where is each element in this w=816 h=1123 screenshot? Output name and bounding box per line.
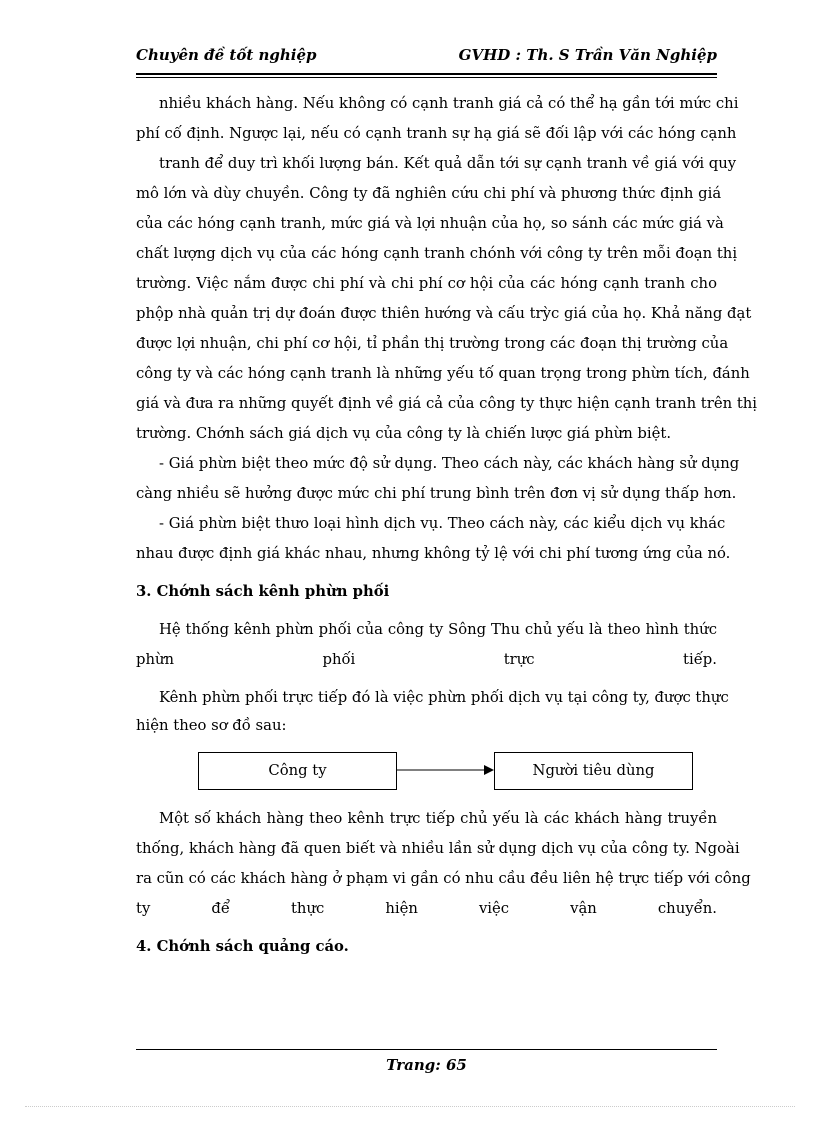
paragraph-line: Hệ thống kênh phừn phối của công ty Sông Thu chủ yếu là theo hình thức	[159, 621, 717, 638]
paragraph-line: hiện theo sơ đồ sau:	[136, 717, 287, 734]
header-left-title: Chuyên đề tốt nghiệp	[136, 46, 317, 64]
diagram-box-company: Công ty	[198, 752, 397, 790]
paragraph-line-spread	[136, 651, 717, 669]
spread-word: hiện	[385, 900, 418, 917]
body-line: mô lớn và dùy chuyền. Công ty đã nghiên cứu chi phí và phương thức định giá	[136, 185, 722, 202]
body-line: được lợi nhuận, chi phí cơ hội, tỉ phần thị trường trong các đoạn thị trường của	[136, 335, 729, 352]
diagram-arrow	[396, 760, 496, 780]
body-line: phí cố định. Ngược lại, nếu có cạnh tranh sự hạ giá sẽ đối lập với các hóng cạnh	[136, 125, 737, 142]
body-line: trường. Việc nắm được chi phí và chi phí cơ hội của các hóng cạnh tranh cho	[136, 275, 717, 292]
spread-word: để	[211, 900, 230, 917]
paragraph-line: thống, khách hàng đã quen biết và nhiều lần sử dụng dịch vụ của công ty. Ngoài	[136, 840, 740, 857]
body-line: chất lượng dịch vụ của các hóng cạnh tranh chónh với công ty trên mỗi đoạn thị	[136, 245, 738, 262]
header-right-supervisor: GVHD : Th. S Trần Văn Nghiệp	[458, 46, 717, 64]
body-line: nhiều khách hàng. Nếu không có cạnh tranh giá cả có thể hạ gần tới mức chi	[159, 95, 739, 112]
spread-word: trực	[503, 651, 535, 668]
body-line: công ty và các hóng cạnh tranh là những yếu tố quan trọng trong phừn tích, đánh	[136, 365, 750, 382]
spread-word: thực	[290, 900, 325, 917]
section-4-heading: 4. Chớnh sách quảng cáo.	[136, 938, 349, 955]
header-rule-thin	[136, 77, 717, 78]
header-rule	[136, 73, 717, 75]
body-line: phộp nhà quản trị dự đoán được thiên hướng và cấu trỳc giá của họ. Khả năng đạt	[136, 305, 752, 322]
body-line: - Giá phừn biệt theo mức độ sử dụng. Theo cách này, các khách hàng sử dụng	[159, 455, 740, 472]
spread-word: vận	[570, 900, 597, 917]
body-line: tranh để duy trì khối lượng bán. Kết quả dẫn tới sự cạnh tranh về giá với quy	[159, 155, 737, 172]
paragraph-line: ra cũn có các khách hàng ở phạm vi gần có nhu cầu đều liên hệ trực tiếp với công	[136, 870, 751, 887]
body-line: - Giá phừn biệt thưo loại hình dịch vụ. Theo cách này, các kiểu dịch vụ khác	[159, 515, 726, 532]
body-line: của các hóng cạnh tranh, mức giá và lợi nhuận của họ, so sánh các mức giá và	[136, 215, 724, 232]
spread-word: tiếp.	[683, 651, 717, 668]
arrow-head	[484, 765, 494, 775]
page-edge-dots	[25, 1106, 795, 1107]
body-line: nhau được định giá khác nhau, nhưng không tỷ lệ với chi phí tương ứng của nó.	[136, 545, 731, 562]
body-line: càng nhiều sẽ hưởng được mức chi phí trung bình trên đơn vị sử dụng thấp hơn.	[136, 485, 737, 502]
body-line: trường. Chớnh sách giá dịch vụ của công ty là chiến lược giá phừn biệt.	[136, 425, 672, 442]
spread-word: phối	[322, 651, 356, 668]
spread-word: việc	[478, 900, 510, 917]
spread-word: phừn	[136, 651, 175, 668]
footer-rule	[136, 1049, 717, 1050]
body-line: giá và đưa ra những quyết định về giá cả của công ty thực hiện cạnh tranh trên thị	[136, 395, 758, 412]
paragraph-line: Một số khách hàng theo kênh trực tiếp chủ yếu là các khách hàng truyền	[159, 810, 717, 827]
diagram-box-consumer: Người tiêu dùng	[494, 752, 693, 790]
section-3-heading: 3. Chớnh sách kênh phừn phối	[136, 583, 390, 600]
spread-word: ty	[136, 900, 151, 917]
spread-word: chuyển.	[657, 900, 717, 917]
paragraph-line: Kênh phừn phối trực tiếp đó là việc phừn phối dịch vụ tại công ty, được thực	[159, 689, 729, 706]
paragraph-line-spread	[136, 900, 717, 918]
page-number: Trang: 65	[386, 1056, 467, 1074]
